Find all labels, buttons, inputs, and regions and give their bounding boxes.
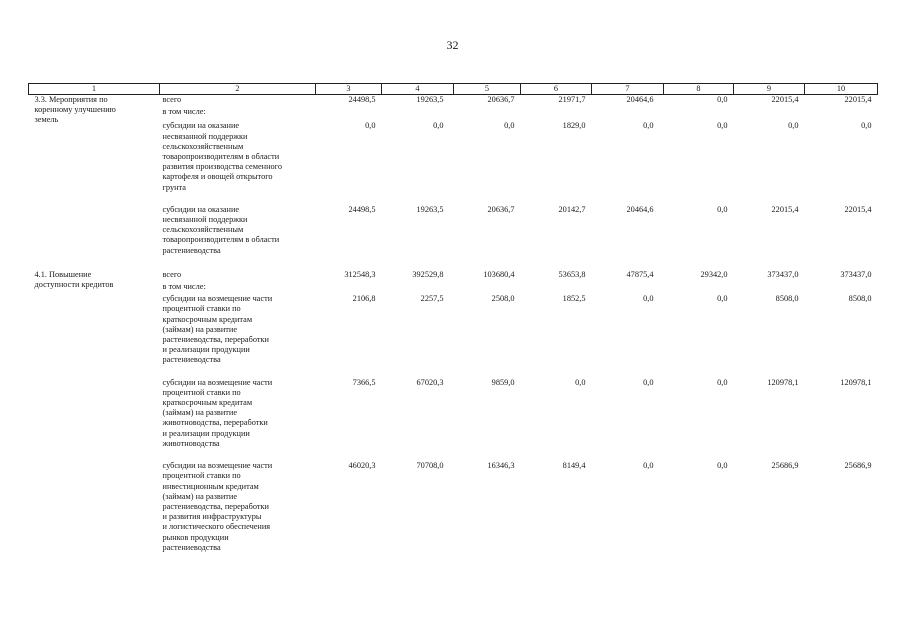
budget-table-container <box>28 83 877 553</box>
item-label-text: субсидии на возмещение части процентной ставки по краткосрочным кредитам (займам) на развитие растениеводства, переработки и реализации продукции растениеводства <box>162 294 273 365</box>
section-name-text: 4.1. Повышение доступности кредитов <box>34 269 114 290</box>
table-cell: 20464,6 <box>626 95 654 104</box>
table-cell: 22015,4 <box>771 204 799 214</box>
table-cell: 0,0 <box>717 377 728 387</box>
table-cell: 8149,4 <box>562 461 586 471</box>
table-cell: 22015,4 <box>771 95 799 104</box>
section-name-text: 3.3. Мероприятия по коренному улучшению земель <box>34 95 116 125</box>
column-header: 9 <box>734 84 805 95</box>
total-label: всего <box>162 269 182 279</box>
including-label: в том числе: <box>162 282 206 292</box>
table-cell: 20464,6 <box>626 204 654 214</box>
table-cell: 103680,4 <box>483 269 515 279</box>
column-header: 10 <box>805 84 878 95</box>
including-label: в том числе: <box>162 107 206 117</box>
table-cell: 0,0 <box>643 461 654 471</box>
table-cell: 46020,3 <box>348 461 376 471</box>
item-label <box>160 205 316 270</box>
table-cell: 21971,7 <box>558 95 586 104</box>
item-label-text: субсидии на оказание несвязанной поддержки сельскохозяйственным товаропроизводителям в области растениеводства <box>162 204 280 255</box>
table-cell: 16346,3 <box>487 461 515 471</box>
table-cell: 0,0 <box>717 294 728 304</box>
total-label: всего <box>162 95 182 104</box>
table-cell: 0,0 <box>717 121 728 131</box>
header-row <box>29 84 878 95</box>
table-cell: 120978,1 <box>840 377 872 387</box>
item-label <box>160 378 316 461</box>
table-cell: 53653,8 <box>558 269 586 279</box>
column-header: 6 <box>521 84 592 95</box>
table-cell: 0,0 <box>717 204 728 214</box>
table-cell: 0,0 <box>643 377 654 387</box>
column-header: 1 <box>29 84 160 95</box>
table-cell: 19263,5 <box>416 204 444 214</box>
item-label <box>160 121 316 204</box>
column-header: 7 <box>592 84 664 95</box>
table-cell: 0,0 <box>717 95 728 104</box>
table-cell: 0,0 <box>788 121 799 131</box>
table-cell: 0,0 <box>861 121 872 131</box>
table-cell: 20142,7 <box>558 204 586 214</box>
item-label <box>160 294 316 377</box>
table-cell: 19263,5 <box>416 95 444 104</box>
item-label <box>160 461 316 553</box>
table-cell: 20636,7 <box>487 95 515 104</box>
item-label-text: субсидии на возмещение части процентной ставки по инвестиционным кредитам (займам) на развитие растениеводства, переработки и развития инфраструктуры и логистического обеспечения рынков продукции растениеводства <box>162 461 273 552</box>
column-header: 8 <box>664 84 734 95</box>
table-cell: 0,0 <box>717 461 728 471</box>
column-header: 5 <box>454 84 521 95</box>
section-name <box>29 270 160 553</box>
table-cell: 8508,0 <box>775 294 799 304</box>
table-cell: 1852,5 <box>562 294 586 304</box>
column-header: 4 <box>382 84 454 95</box>
column-header: 2 <box>160 84 316 95</box>
table-cell: 392529,8 <box>412 269 444 279</box>
table-cell: 22015,4 <box>844 204 872 214</box>
table-cell: 1829,0 <box>562 121 586 131</box>
empty-cell <box>316 280 878 294</box>
table-cell: 2257,5 <box>420 294 444 304</box>
table-cell: 312548,3 <box>344 269 376 279</box>
table-cell: 22015,4 <box>844 95 872 104</box>
table-cell: 373437,0 <box>840 269 872 279</box>
section-name <box>29 95 160 270</box>
table-row <box>29 270 878 280</box>
table-cell: 120978,1 <box>767 377 799 387</box>
table-cell: 8508,0 <box>848 294 872 304</box>
table-cell: 70708,0 <box>416 461 444 471</box>
table-cell: 0,0 <box>365 121 376 131</box>
table-cell: 20636,7 <box>487 204 515 214</box>
table-cell: 0,0 <box>643 121 654 131</box>
table-cell: 24498,5 <box>348 204 376 214</box>
item-label-text: субсидии на возмещение части процентной ставки по краткосрочным кредитам (займам) на развитие животноводства, переработки и реализации продукции животноводства <box>162 377 273 448</box>
table-cell: 0,0 <box>643 294 654 304</box>
page-number: 32 <box>446 38 459 52</box>
table-cell: 25686,9 <box>844 461 872 471</box>
table-cell: 67020,3 <box>416 377 444 387</box>
table-cell: 2508,0 <box>491 294 515 304</box>
table-cell: 0,0 <box>433 121 444 131</box>
budget-table <box>28 83 878 553</box>
item-label-text: субсидии на оказание несвязанной поддержки сельскохозяйственным товаропроизводителям в области развития производства семенного картофеля и овощей открытого грунта <box>162 121 283 192</box>
table-cell: 9859,0 <box>491 377 515 387</box>
table-row <box>29 95 878 106</box>
table-cell: 47875,4 <box>626 269 654 279</box>
table-cell: 7366,5 <box>352 377 376 387</box>
table-cell: 373437,0 <box>767 269 799 279</box>
table-cell: 0,0 <box>504 121 515 131</box>
table-cell: 0,0 <box>575 377 586 387</box>
table-cell: 24498,5 <box>348 95 376 104</box>
table-cell: 2106,8 <box>352 294 376 304</box>
empty-cell <box>316 105 878 121</box>
column-header: 3 <box>316 84 382 95</box>
table-cell: 29342,0 <box>700 269 728 279</box>
table-cell: 25686,9 <box>771 461 799 471</box>
